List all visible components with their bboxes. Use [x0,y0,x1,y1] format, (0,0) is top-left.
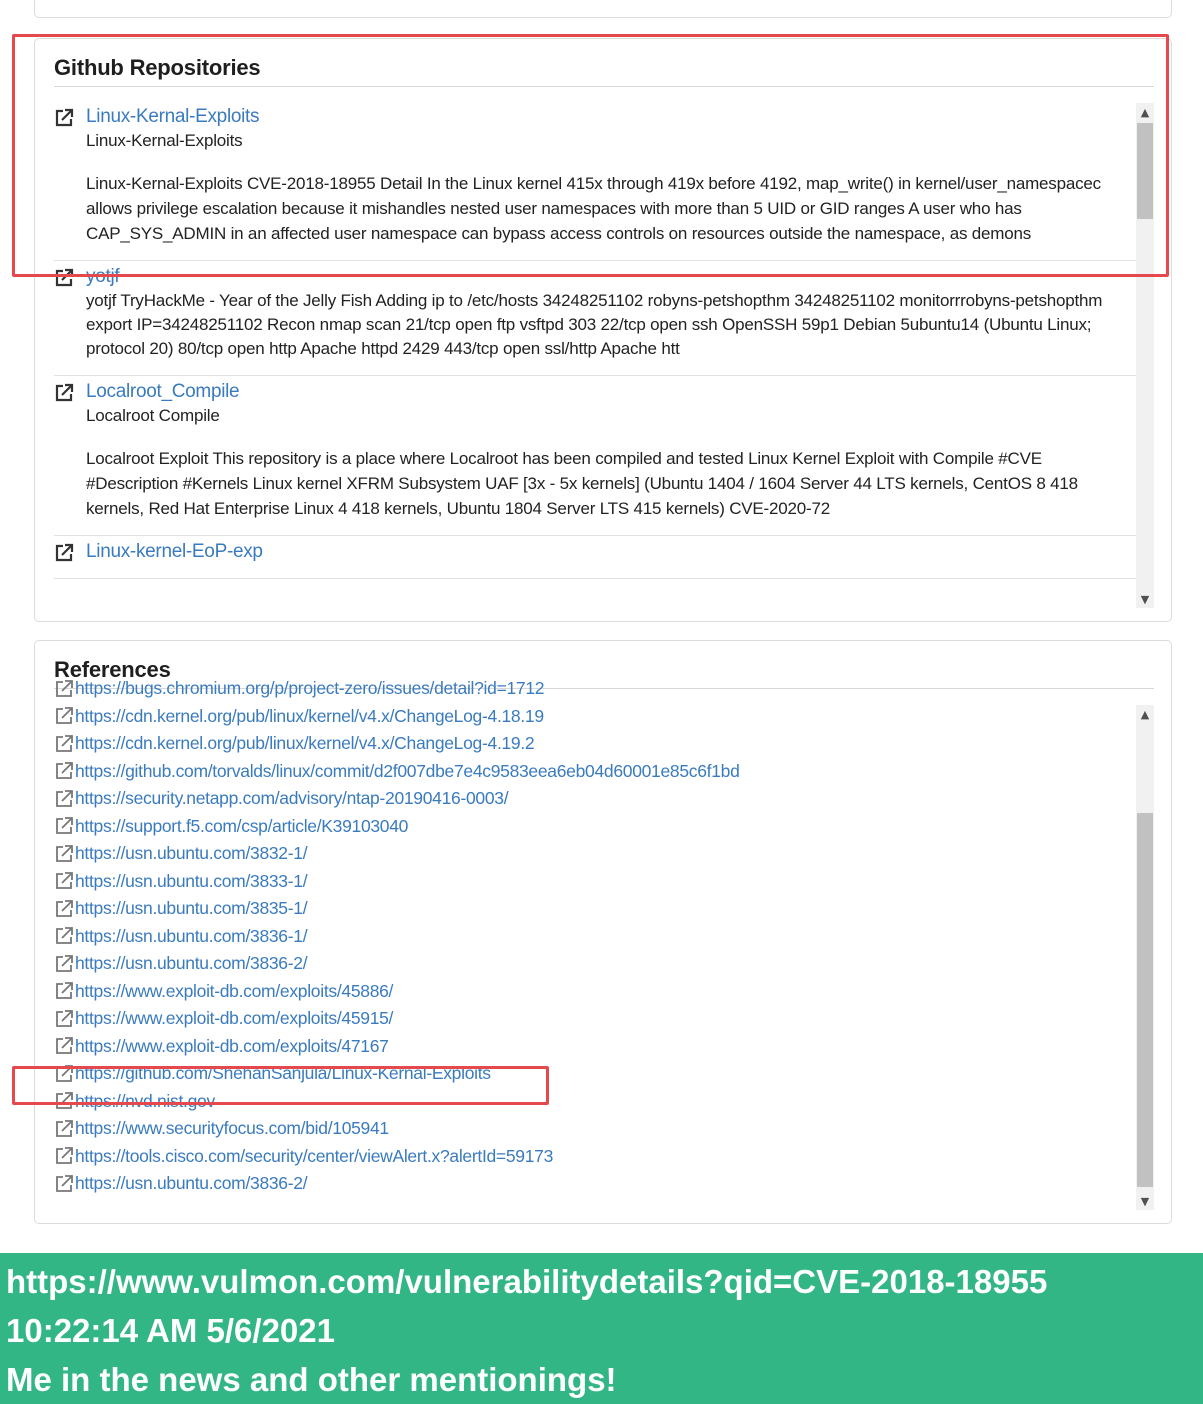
reference-item [54,730,1136,758]
caption-text: Me in the news and other mentionings! [6,1361,617,1398]
repo-subtitle: Localroot Compile [86,406,220,425]
reference-item [54,895,1136,923]
reference-link[interactable]: https://nvd.nist.gov [75,1090,215,1111]
references-list[interactable] [54,678,1136,1207]
reference-link[interactable]: https://usn.ubuntu.com/3836-1/ [75,925,308,946]
external-link-icon[interactable] [54,1146,74,1166]
external-link-icon[interactable] [54,761,74,781]
external-link-icon[interactable] [54,789,74,809]
references-card [34,640,1172,1224]
external-link-icon[interactable] [54,268,74,288]
references-title: References [54,657,171,682]
github-repositories-card [34,38,1172,622]
external-link-icon[interactable] [54,108,74,128]
reference-item [54,1060,1136,1088]
external-link-icon[interactable] [54,734,74,754]
repo-item [54,261,1136,376]
external-link-icon[interactable] [54,383,74,403]
external-link-icon[interactable] [54,1064,74,1084]
external-link-icon[interactable] [54,899,74,919]
reference-link[interactable]: https://tools.cisco.com/security/center/viewAlert.x?alertId=59173 [75,1145,554,1166]
external-link-icon[interactable] [54,844,74,864]
external-link-icon[interactable] [54,706,74,726]
reference-item [54,923,1136,951]
reference-link[interactable]: https://cdn.kernel.org/pub/linux/kernel/v4.x/ChangeLog-4.19.2 [75,733,535,754]
reference-link[interactable]: https://www.exploit-db.com/exploits/47167 [75,1035,389,1056]
repo-link[interactable]: yotjf [86,266,120,287]
reference-item [54,1005,1136,1033]
external-link-icon[interactable] [54,543,74,563]
caption-url: https://www.vulmon.com/vulnerabilitydetails?qid=CVE-2018-18955 [6,1263,1048,1300]
reference-link[interactable]: https://usn.ubuntu.com/3833-1/ [75,870,308,891]
repo-item [54,376,1136,536]
external-link-icon[interactable] [54,926,74,946]
reference-link[interactable]: https://usn.ubuntu.com/3832-1/ [75,843,308,864]
scrollbar-thumb[interactable] [1137,813,1153,1187]
external-link-icon[interactable] [54,871,74,891]
chevron-down-icon[interactable]: ▼ [1140,1194,1150,1208]
reference-item [54,1170,1136,1198]
repo-list[interactable] [54,101,1136,606]
previous-card [34,0,1172,18]
reference-link[interactable]: https://www.exploit-db.com/exploits/45915/ [75,1008,394,1029]
reference-item [54,1115,1136,1143]
reference-item [54,758,1136,786]
reference-item [54,1033,1136,1061]
reference-item [54,978,1136,1006]
github-repositories-title: Github Repositories [54,55,261,80]
chevron-up-icon[interactable]: ▲ [1140,105,1150,119]
references-scrollbar[interactable] [1136,705,1154,1210]
external-link-icon[interactable] [54,954,74,974]
caption-banner [0,1253,1203,1404]
repo-link[interactable]: Linux-kernel-EoP-exp [86,541,263,562]
reference-link[interactable]: https://github.com/torvalds/linux/commit/d2f007dbe7e4c9583eea6eb04d60001e85c6f1bd [75,760,740,781]
external-link-icon[interactable] [54,1091,74,1111]
reference-item [54,1088,1136,1116]
external-link-icon[interactable] [54,1174,74,1194]
reference-link[interactable]: https://support.f5.com/csp/article/K39103040 [75,815,409,836]
reference-link[interactable]: https://www.securityfocus.com/bid/105941 [75,1118,389,1139]
reference-link[interactable]: https://bugs.chromium.org/p/project-zero/issues/detail?id=1712 [75,678,545,699]
repo-link[interactable]: Localroot_Compile [86,381,240,402]
external-link-icon[interactable] [54,1036,74,1056]
external-link-icon[interactable] [54,816,74,836]
repo-scrollbar[interactable] [1136,103,1154,608]
reference-item [54,675,1136,703]
caption-timestamp: 10:22:14 AM 5/6/2021 [6,1312,335,1349]
chevron-up-icon[interactable]: ▲ [1140,707,1150,721]
repo-subtitle: Linux-Kernal-Exploits [86,131,243,150]
reference-item [54,840,1136,868]
scrollbar-thumb[interactable] [1137,123,1153,219]
external-link-icon[interactable] [54,679,74,699]
repo-item [54,536,1136,579]
reference-item [54,950,1136,978]
title-divider [54,86,1154,87]
reference-link[interactable]: https://cdn.kernel.org/pub/linux/kernel/v4.x/ChangeLog-4.18.19 [75,705,544,726]
reference-link[interactable]: https://usn.ubuntu.com/3836-2/ [75,1173,308,1194]
reference-item [54,785,1136,813]
reference-item [54,868,1136,896]
reference-link[interactable]: https://security.netapp.com/advisory/ntap-20190416-0003/ [75,788,509,809]
external-link-icon[interactable] [54,1009,74,1029]
reference-item [54,813,1136,841]
repo-description: Localroot Exploit This repository is a place where Localroot has been compiled and tested Linux Kernel Exploit with Compile #CVE #Description #Kernels Linux kernel XFRM Subsystem UAF [3x - 5x kernels] (Ubuntu 1404 / 1604 Server 44 LTS kernels, CentOS 8 418 kernels, Red Hat Enterprise Linux 4 418 kernels, Ubuntu 1804 Server LTS 415 kernels) CVE-2020-72 [86,449,1078,518]
reference-item [54,1143,1136,1171]
reference-links [54,675,1136,1198]
reference-item [54,703,1136,731]
chevron-down-icon[interactable]: ▼ [1140,592,1150,606]
reference-link[interactable]: https://usn.ubuntu.com/3836-2/ [75,953,308,974]
reference-link[interactable]: https://usn.ubuntu.com/3835-1/ [75,898,308,919]
repo-link[interactable]: Linux-Kernal-Exploits [86,106,260,127]
external-link-icon[interactable] [54,981,74,1001]
external-link-icon[interactable] [54,1119,74,1139]
reference-link[interactable]: https://github.com/ShehanSanjula/Linux-Kernal-Exploits [75,1063,491,1084]
repo-item [54,101,1136,261]
reference-link[interactable]: https://www.exploit-db.com/exploits/45886/ [75,980,394,1001]
repo-description: Linux-Kernal-Exploits CVE-2018-18955 Detail In the Linux kernel 415x through 419x before 4192, map_write() in kernel/user_namespacec allows privilege escalation because it mishandles nested user namespaces with more than 5 UID or GID ranges A user who has CAP_SYS_ADMIN in an affected user namespace can bypass access controls on resources outside the namespace, as demons [86,174,1101,243]
repo-description: yotjf TryHackMe - Year of the Jelly Fish Adding ip to /etc/hosts 34248251102 robyns-petshopthm 34248251102 monitorrrobyns-petshopthm export IP=34248251102 Recon nmap scan 21/tcp open ftp vsftpd 303 22/tcp open ssh OpenSSH 59p1 Debian 5ubuntu14 (Ubuntu Linux; protocol 20) 80/tcp open http Apache httpd 2429 443/tcp open ssl/http Apache htt [86,291,1103,358]
